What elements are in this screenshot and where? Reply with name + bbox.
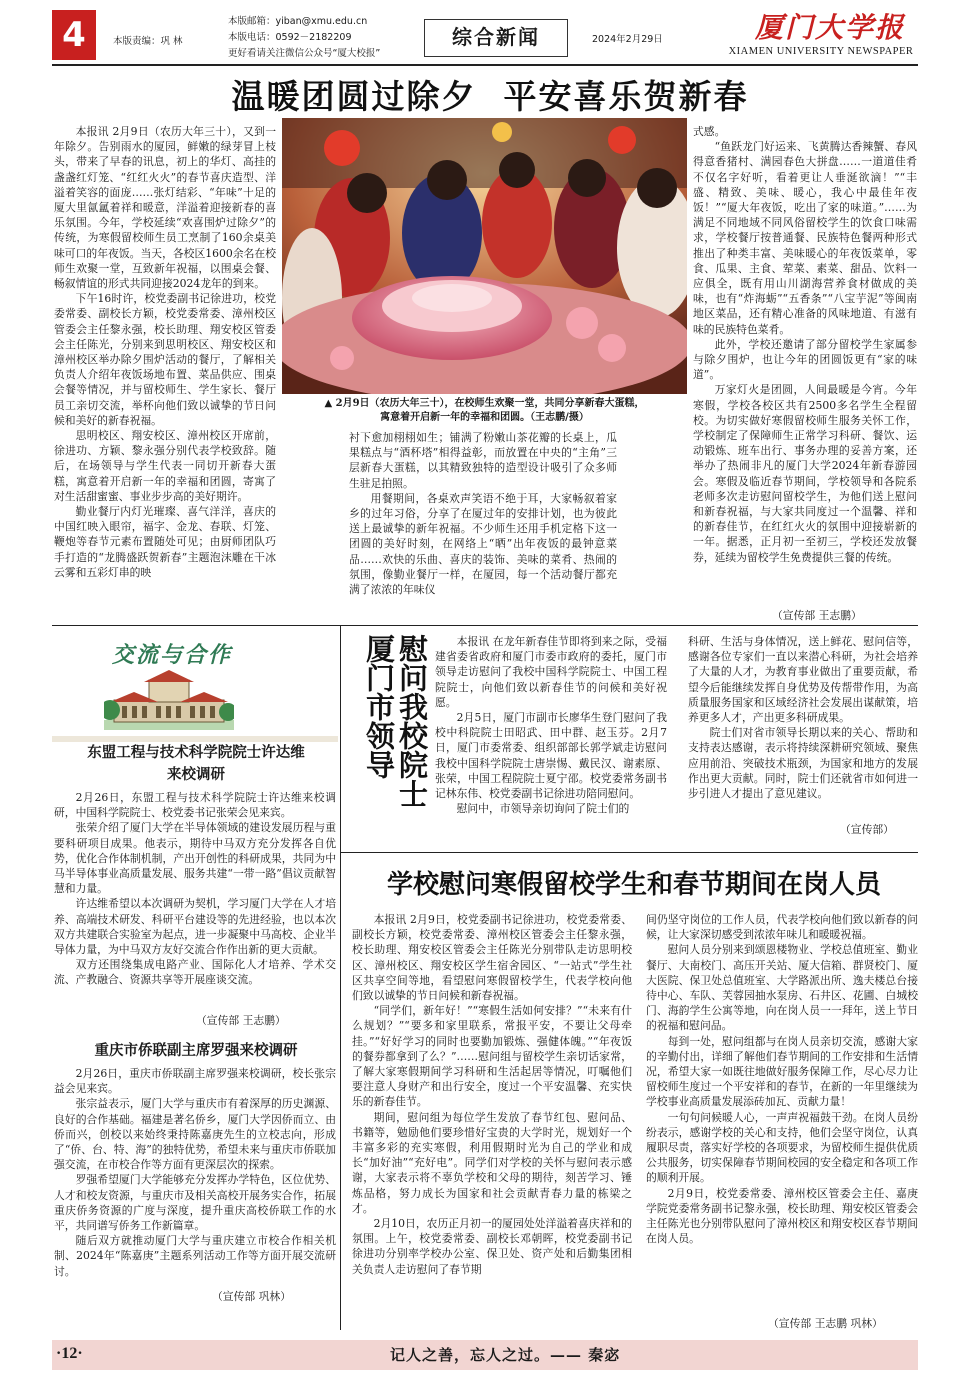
asean-p4: 双方还围绕集成电路产业、国际化人才培养、学术交流、产教融合、资源共享等开展座谈交流。 xyxy=(54,958,336,987)
chongqing-p3: 罗强希望厦门大学能够充分发挥办学特色，区位优势、人才和校友资源，与重庆市及相关高校开展务实合作，拓展重庆侨务资源的广度与深度，提升重庆高校侨联工作的水平，共同谱写侨务工作新篇章。 xyxy=(54,1173,336,1233)
page-number-badge: 4 xyxy=(52,10,96,60)
header-rule xyxy=(52,64,918,66)
main-article-col1 xyxy=(54,124,276,610)
visit-p1: 本报讯 在龙年新春佳节即将到来之际，受福建省委省政府和厦门市委市政府的委托，厦门市领导走访慰问了我校中国科学院院士、中国工程院院士，向他们致以新春佳节的问候和美好祝愿。 xyxy=(435,635,667,709)
winter-signoff: （宣传部 王志鹏 巩林） xyxy=(768,1317,883,1330)
asean-signoff: （宣传部 王志鹏） xyxy=(196,1014,286,1027)
winter-p3: 期间，慰问组为每位学生发放了春节红包、慰问品、书籍等，勉励他们要珍惜好宝贵的大学时光，规划好一个丰富多彩的充实寒假，利用假期时光为自己的学业和成长“加好油”“充好电”。同学们对学校的关怀与慰问表示感谢，大家表示将不辜负学校和父母的期待，刻苦学习、锤炼品格，努力成长为国家和社会贡献青春力量的栋梁之才。 xyxy=(352,1110,632,1215)
editor-credit: 本版责编：巩 林 xyxy=(113,36,183,47)
editor-email: 本版邮箱：yiban@xmu.edu.cn xyxy=(228,16,368,27)
main-article-col3 xyxy=(693,124,917,602)
asean-article-title-2: 来校调研 xyxy=(167,767,225,783)
asean-p3: 许达维希望以本次调研为契机，学习厦门大学在人才培养、高端技术研发、科研平台建设等的先进经验，也以本次双方共建联合实验室为起点，进一步凝聚中马高校、企业半导体力量，为中马双方友好交流合作作出新的更大贡献。 xyxy=(54,897,336,957)
footer-page-number: ·12· xyxy=(56,1345,83,1362)
winter-p7: 每到一处，慰问组都与在岗人员亲切交流，感谢大家的辛勤付出，详细了解他们春节期间的工作安排和生活情况，希望大家一如既往地做好服务保障工作，尽心尽力让留校师生度过一个平安祥和的春节，在新的一年里继续为学校事业高质量发展添砖加瓦、贡献力量！ xyxy=(646,1034,918,1109)
main-article-col2 xyxy=(349,430,617,612)
main-p7: 式感。 xyxy=(693,125,726,138)
winter-article-col2 xyxy=(646,912,918,1314)
main-p2: 下午16时许，校党委副书记徐进功，校党委常委、副校长方颖，校党委常委、漳州校区管委会主任黎永强，校长助理、翔安校区管委会主任陈光，分别来到思明校区、翔安校区和漳州校区举办除夕围炉活动的餐厅，了解相关负责人介绍年夜饭场地布置、菜品供应、围桌会餐等情况，并与留校师生、学生家长、餐厅员工亲切交流，举杯向他们致以诚挚的节日问候和美好的新春祝福。 xyxy=(54,292,276,427)
masthead-logo: 厦门大学报 xyxy=(754,11,905,44)
wechat-note: 更好看请关注微信公众号“厦大校报” xyxy=(228,48,381,59)
chongqing-p1: 2月26日，重庆市侨联副主席罗强来校调研，校长张宗益会见来宾。 xyxy=(54,1067,336,1096)
chongqing-p2: 张宗益表示，厦门大学与重庆市有着深厚的历史渊源、良好的合作基础。福建是著名侨乡，厦门大学因侨而立、由侨而兴，创校以来始终秉持陈嘉庚先生的立校志向，形成了“侨、台、特、海”的独特优势，希望未来与重庆市侨联加强交流，在市校合作等方面有更深层次的探索。 xyxy=(54,1097,336,1172)
chongqing-article-title: 重庆市侨联副主席罗强来校调研 xyxy=(94,1043,298,1059)
winter-p2: “同学们，新年好！”“寒假生活如何安排？”“未来有什么规划？”“要多和家里联系，常报平安，不要让父母牵挂。”“好好学习的同时也要勤加锻炼、强健体魄。”“年夜饭的餐券都拿到了么？”……慰问组与留校学生亲切话家常，了解大家寒假期间学习科研和生活起居等情况，叮嘱他们要注意人身财产和出行安全，度过一个平安温馨、充实快乐的新春佳节。 xyxy=(352,1004,632,1109)
main-p5: 衬下愈加栩栩如生；铺满了粉嫩山茶花瓣的长桌上，瓜果糕点与“酒杯塔”相得益彰，而放置在中央的“主角”三层新春大蛋糕，以其精致独特的造型设计吸引了众多师生驻足拍照。 xyxy=(349,431,617,490)
visit-p3: 慰问中，市领导亲切询问了院士们的 xyxy=(456,802,630,816)
main-p3: 思明校区、翔安校区、漳州校区开席前，徐进功、方颖、黎永强分别代表学校致辞。随后，在场领导与学生代表一同切开新春大蛋糕，寓意着开启新一年的幸福和团圆，寄寓了对生活甜蜜蜜、事业步步高的美好期许。 xyxy=(54,429,276,503)
chongqing-article-body xyxy=(54,1066,336,1304)
visit-p5: 院士们对省市领导长期以来的关心、帮助和支持表达感谢，表示将持续深耕研究领域、聚焦应用前沿、突破技术瓶颈，为国家和地方的发展作出更大贡献。同时，院士们还就省市如何进一步引进人才提出了意见建议。 xyxy=(688,726,918,801)
footer-quote: 记人之善，忘人之过。—— 秦宓 xyxy=(390,1346,621,1364)
winter-p1: 本报讯 2月9日，校党委副书记徐进功，校党委常委、副校长方颖，校党委常委、漳州校区管委会主任黎永强，校长助理、翔安校区管委会主任陈光分别带队走访思明校区、漳州校区、翔安校区学生宿舍园区、“一站式”学生社区共享空间等地，看望慰问寒假留校学生，代表学校向他们致以诚挚的节日问候和新春祝福。 xyxy=(352,913,632,1003)
editor-phone: 本版电话：0592－2182209 xyxy=(228,32,352,43)
main-p9: 此外，学校还邀请了部分留校学生家属参与除夕围炉，也让今年的团圆饭更有“家的味道”。 xyxy=(693,337,917,382)
visit-article-col1 xyxy=(435,634,667,836)
main-p1: 本报讯 2月9日（农历大年三十），又到一年除夕。告别雨水的厦园，鲜嫩的绿芽冒上枝头，带来了早春的讯息，初上的华灯、高挂的盏盏红灯笼、“红红火火”的春节喜庆造型、洋溢着笑容的面庞……张灯结彩、“年味”十足的厦大里氤氲着祥和暖意，洋溢着迎接新春的喜乐氛围。今年，学校延续“欢喜围炉过除夕”的传统，为寒假留校师生员工烹制了160余桌美味可口的年夜饭。当天，各校区1600余名在校师生欢聚一堂，互致新年祝福，以围桌会餐、畅叙情谊的形式共同迎接2024龙年的到来。 xyxy=(54,125,276,291)
winter-p6: 慰问人员分别来到颂恩楼物业、学校总值班室、勤业餐厅、大南校门、高压开关站、厦大信箱、群贤校门、厦大医院、保卫处总值班室、大学路派出所、逸夫楼总台接待中心、车队、芙蓉园抽水泵房、石井区、花圃、白城校门、海韵学生公寓等地，向在岗人员一一拜年，送上节日的祝福和慰问品。 xyxy=(646,943,918,1033)
photo-illustration xyxy=(282,118,687,394)
campus-building-icon xyxy=(104,670,234,732)
main-headline: 温暖团圆过除夕 平安喜乐贺新春 xyxy=(231,77,749,116)
visit-headline: 慰问我校院士厦门市领导 xyxy=(362,634,429,808)
main-p10: 万家灯火是团圆，人间最暖是今宵。今年寒假，学校各校区共有2500多名学生全程留校。为切实做好寒假留校师生服务关怀工作，学校制定了保障师生正常学习科研、餐饮、运动锻炼、班车出行、事务办理的妥善方案，还举办了热闹非凡的厦门大学2024年新春游园会。寒假及临近春节期间，学校领导和各院系老师多次走访慰问留校学生，为他们送上慰问和新春祝福，与大家共同度过一个温馨、祥和的新春佳节，在红红火火的氛围中迎接崭新的一年。据悉，正月初一至初三，学校还发放餐券，延续为留校学生免费提供三餐的传统。 xyxy=(693,383,917,564)
section-title: 综合新闻 xyxy=(424,19,568,57)
winter-p4: 2月10日，农历正月初一的厦园处处洋溢着喜庆祥和的氛围。上午，校党委常委、副校长邓朝晖，校党委副书记徐进功分别率学校办公室、保卫处、资产处和后勤集团相关负责人走访慰问了春节期 xyxy=(352,1217,632,1276)
winter-p5: 间仍坚守岗位的工作人员，代表学校向他们致以新春的问候，让大家深切感受到浓浓年味儿和暖暖祝福。 xyxy=(646,913,918,942)
issue-date: 2024年2月29日 xyxy=(592,34,663,45)
main-signoff: （宣传部 王志鹏） xyxy=(772,609,862,622)
asean-article-title-1: 东盟工程与技术科学院院士许达维 xyxy=(87,745,305,761)
column-divider xyxy=(340,626,341,1330)
section-divider xyxy=(52,625,918,626)
visit-article-col2 xyxy=(688,634,918,836)
asean-p1: 2月26日，东盟工程与技术科学院院士许达维来校调研，中国科学院院士、校党委书记张荣会见来宾。 xyxy=(54,791,336,820)
chongqing-p4: 随后双方就推动厦门大学与重庆建立市校合作相关机制、2024年“陈嘉庚”主题系列活动工作等方面开展交流研讨。 xyxy=(54,1234,336,1278)
visit-divider xyxy=(340,852,918,853)
main-p4: 勤业餐厅内灯光璀璨、喜气洋洋，喜庆的中国红映入眼帘，福字、金龙、春联、灯笼、鞭炮等春节元素布置随处可见；由厨师团队巧手打造的“龙腾盛跃贺新春”主题泡沫雕在干冰云雾和五彩灯串的映 xyxy=(54,505,276,579)
winter-p8: 一句句问候暖人心，一声声祝福鼓干劲。在岗人员纷纷表示，感谢学校的关心和支持，他们会坚守岗位，认真履职尽责，落实好学校的各项要求，为留校师生提供优质公共服务，切实保障春节期间校园的安全稳定和各项工作的顺利开展。 xyxy=(646,1110,918,1185)
winter-headline: 学校慰问寒假留校学生和春节期间在岗人员 xyxy=(386,870,881,900)
new-year-eve-photo xyxy=(282,118,687,394)
asean-article-body xyxy=(54,790,336,1030)
masthead-english: XIAMEN UNIVERSITY NEWSPAPER xyxy=(728,46,914,57)
exchange-section-label: 交流与合作 xyxy=(112,642,233,668)
visit-p2: 2月5日，厦门市副市长廖华生登门慰问了我校中科院院士田昭武、田中群、赵玉芬。2月7日，厦门市委常委、组织部部长郭学斌走访慰问我校中国科学院院士唐崇惕、戴民汉、谢素原、张荣，中国工程院院士夏宁邵。校党委常务副书记林东伟、校党委副书记徐进功陪同慰问。 xyxy=(435,711,667,801)
photo-caption-line2: 寓意着开启新一年的幸福和团圆。（王志鹏/摄） xyxy=(380,412,589,423)
main-p8: “鱼跃龙门好运来、飞黄腾达香辣蟹、春风得意香猪村、满园春色大拼盘……一道道佳肴不仅名字好听，看着更让人垂涎欲滴！”“丰盛、精致、美味、暖心，我心中最佳年夜饭！”“厦大年夜饭，吃出了家的味道。”……为满足不同地域不同风俗留校学生的饮食口味需求，学校餐厅按普通餐、民族特色餐两种形式推出了种类丰富、美味暖心的年夜饭菜单，零食、瓜果、主食、荤菜、素菜、甜品、饮料一应俱全，既有用山川湖海营养食材做成的美味，也有“炸海蛎”“五香条”“八宝芋泥”等闽南地区菜品，还有精心准备的风味地道、有滋有味的民族特色菜肴。 xyxy=(693,140,917,336)
winter-p9: 2月9日，校党委常委、漳州校区管委会主任、嘉庚学院党委常务副书记黎永强，校长助理、翔安校区管委会主任陈光也分别带队慰问了漳州校区和翔安校区春节期间在岗人员。 xyxy=(646,1186,918,1246)
main-p6: 用餐期间，各桌欢声笑语不绝于耳，大家畅叙着家乡的过年习俗，分享了在厦过年的安排计划，也为彼此送上最诚挚的新年祝福。不少师生还用手机定格下这一团圆的美好时刻，在网络上“晒”出年夜饭的最钟意菜品……欢快的乐曲、喜庆的装饰、美味的菜肴、热闹的氛围，像勤业餐厅一样，在厦园，每一个活动餐厅都充满了浓浓的年味仪 xyxy=(349,491,617,597)
asean-p2: 张荣介绍了厦门大学在半导体领域的建设发展历程与重要科研项目成果。他表示，期待中马双方充分发挥各自优势，优化合作体制机制，产出开创性的科研成果，共同为中马半导体事业高质量发展、服务共建“一带一路”倡议贡献智慧和力量。 xyxy=(54,821,336,896)
photo-caption-line1: ▲ 2月9日（农历大年三十），在校师生欢聚一堂，共同分享新春大蛋糕， xyxy=(324,398,645,409)
chongqing-signoff: （宣传部 巩林） xyxy=(212,1290,292,1303)
winter-article-col1 xyxy=(352,912,632,1332)
visit-signoff: （宣传部） xyxy=(840,823,894,836)
visit-p4: 科研、生活与身体情况，送上鲜花、慰问信等，感谢各位专家们一直以来潜心科研，为社会培养了大量的人才，为教育事业做出了重要贡献，希望今后能继续发挥自身优势及传帮带作用，为高质量服务国家和区域经济社会发展出谋献策，培养更多人才，产出更多科研成果。 xyxy=(688,635,918,725)
